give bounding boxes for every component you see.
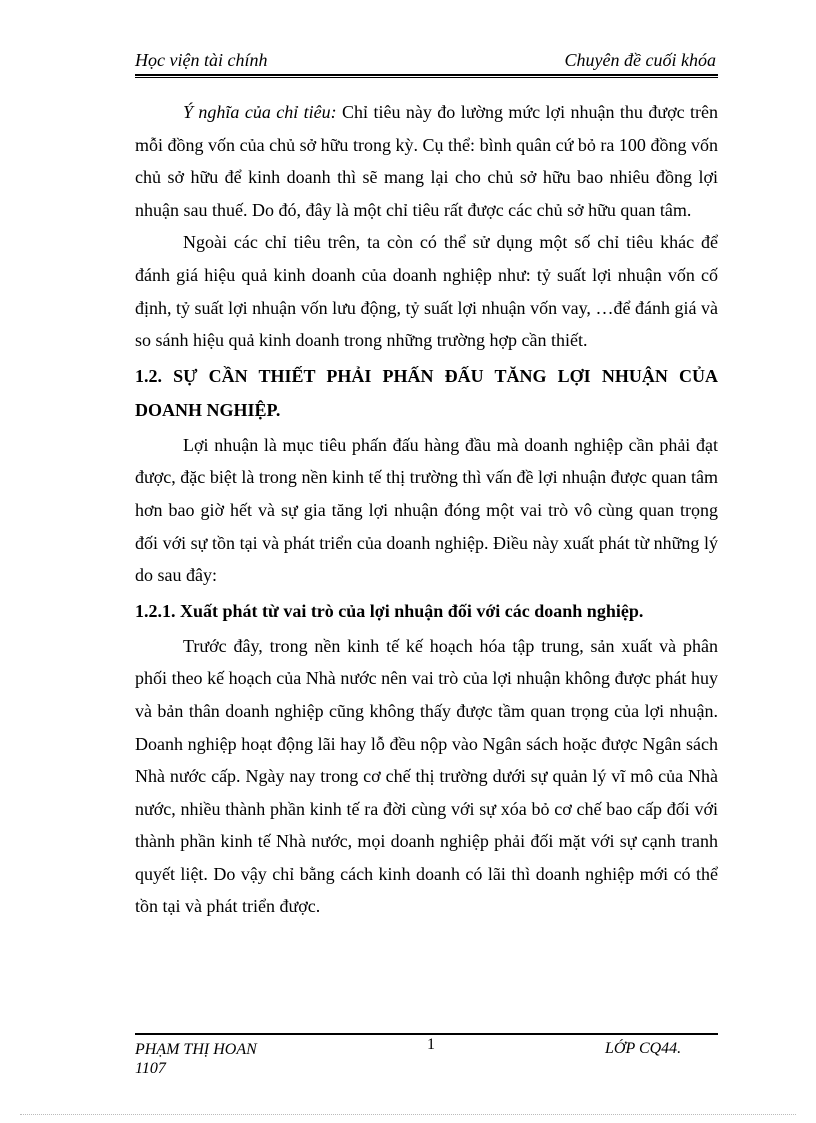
page-number: 1 (427, 1036, 435, 1053)
footer-class: LỚP CQ44. (605, 1040, 682, 1057)
paragraph-other-indicators: Ngoài các chỉ tiêu trên, ta còn có thể sử dụng một số chỉ tiêu khác để đánh giá hiệu quả kinh doanh của doanh nghiệp như: tỷ suất lợi nhuận vốn cố định, tỷ suất lợi nhuận vốn lưu động, tỷ suất lợi nhuận vốn vay, …để đánh giá và so sánh hiệu quả kinh doanh trong những trường hợp cần thiết. (135, 232, 718, 351)
header-institution: Học viện tài chính (135, 50, 268, 70)
footer-rule (135, 1033, 718, 1035)
footer-author-name: PHẠM THỊ HOAN (135, 1041, 257, 1058)
header-document-type: Chuyên đề cuối khóa (564, 50, 716, 70)
paragraph-profit-goal: Lợi nhuận là mục tiêu phấn đấu hàng đầu mà doanh nghiệp cần phải đạt được, đặc biệt là trong nền kinh tế thị trường thì vấn đề lợi nhuận được quan tâm hơn bao giờ hết và sự gia tăng lợi nhuận đóng một vai trò vô cùng quan trọng đối với sự tồn tại và phát triển của doanh nghiệp. Điều này xuất phát từ những lý do sau đây: (135, 434, 718, 586)
header-rule (135, 77, 718, 78)
paragraph-text: Chỉ tiêu này đo lường mức lợi nhuận thu được trên mỗi đồng vốn của chủ sở hữu trong kỳ. Cụ thể: bình quân cứ bỏ ra 100 đồng vốn chủ sở hữu để kinh doanh thì sẽ mang lại cho chủ sở hữu bao nhiêu đồng lợi nhuận sau thuế. Do đó, đây là một chỉ tiêu rất được các chủ sở hữu quan tâm. (135, 102, 718, 220)
footer-author-id: 1107 (135, 1060, 166, 1077)
paragraph-indicator-meaning (135, 96, 718, 226)
page-header (135, 48, 718, 76)
document-body (135, 96, 718, 923)
section-heading-1-2: 1.2. SỰ CẦN THIẾT PHẢI PHẤN ĐẤU TĂNG LỢI NHUẬN CỦA DOANH NGHIỆP. (135, 365, 718, 420)
page-bottom-dotted-border (20, 1114, 796, 1115)
paragraph-planned-economy: Trước đây, trong nền kinh tế kế hoạch hóa tập trung, sản xuất và phân phối theo kế hoạch của Nhà nước nên vai trò của lợi nhuận không được phát huy và bản thân doanh nghiệp cũng không thấy được tầm quan trọng của lợi nhuận. Doanh nghiệp hoạt động lãi hay lỗ đều nộp vào Ngân sách hoặc được Ngân sách Nhà nước cấp. Ngày nay trong cơ chế thị trường dưới sự quản lý vĩ mô của Nhà nước, nhiều thành phần kinh tế ra đời cùng với sự xóa bỏ cơ chế bao cấp đối với thành phần kinh tế Nhà nước, mọi doanh nghiệp phải đối mặt với sự cạnh tranh quyết liệt. Do vậy chỉ bằng cách kinh doanh có lãi thì doanh nghiệp mới có thể tồn tại và phát triển được. (135, 635, 718, 917)
footer-author (135, 1040, 295, 1078)
paragraph-lead-label: Ý nghĩa của chỉ tiêu: (183, 102, 337, 122)
subsection-heading-1-2-1: 1.2.1. Xuất phát từ vai trò của lợi nhuận đối với các doanh nghiệp. (135, 600, 644, 621)
